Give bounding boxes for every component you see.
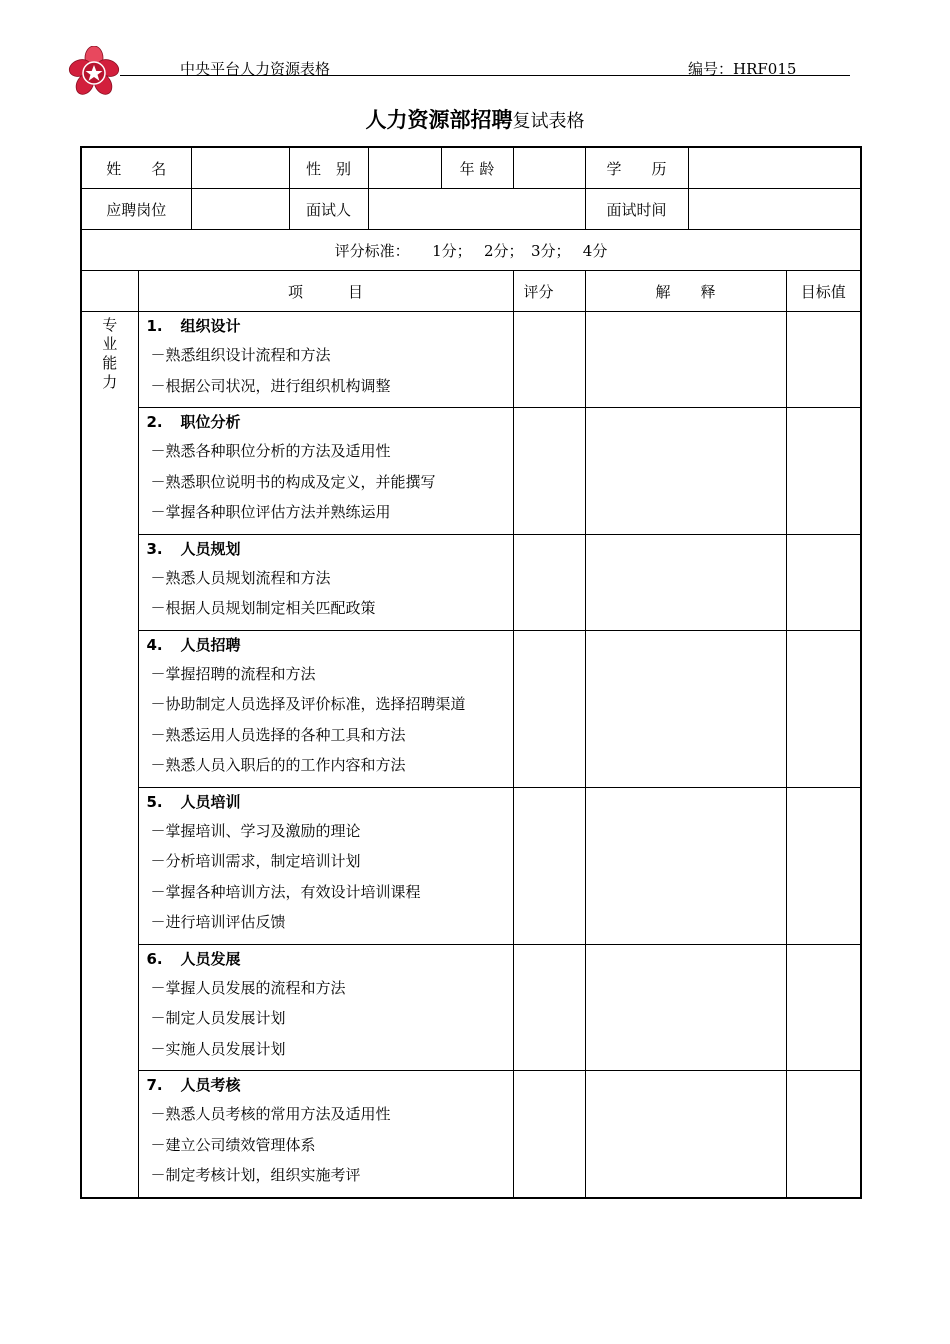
section-item-cell — [138, 534, 513, 630]
section-row — [81, 408, 861, 535]
section-subitem: －分析培训需求，制定培训计划 — [150, 852, 361, 870]
name-label: 姓 名 — [81, 147, 191, 189]
section-row — [81, 1071, 861, 1198]
section-title: 3. 人员规划 — [146, 539, 241, 558]
interview-form-table — [80, 146, 862, 1199]
col-header-target: 目标值 — [786, 271, 861, 312]
name-input[interactable] — [191, 147, 289, 189]
score-cell[interactable] — [513, 312, 585, 408]
explain-cell[interactable] — [585, 312, 786, 408]
score-cell[interactable] — [513, 630, 585, 787]
explain-cell[interactable] — [585, 408, 786, 535]
education-input[interactable] — [688, 147, 861, 189]
section-title: 6. 人员发展 — [146, 949, 241, 968]
section-title: 5. 人员培训 — [146, 792, 241, 811]
score-cell[interactable] — [513, 534, 585, 630]
interviewer-label: 面试人 — [289, 189, 368, 230]
gender-input[interactable] — [368, 147, 441, 189]
section-title: 1. 组织设计 — [146, 317, 241, 335]
section-subitem: －熟悉人员考核的常用方法及适用性 — [150, 1105, 391, 1123]
section-subitem: －进行培训评估反馈 — [150, 913, 286, 931]
header-divider — [120, 75, 850, 76]
section-subitem: －熟悉运用人员选择的各种工具和方法 — [150, 725, 406, 744]
title-bold-part: 人力资源部招聘 — [365, 108, 513, 132]
section-row — [81, 944, 861, 1071]
section-subitem: －熟悉人员入职后的的工作内容和方法 — [150, 756, 406, 774]
section-item-cell — [138, 630, 513, 787]
section-subitem: －掌握培训、学习及激励的理论 — [150, 821, 361, 840]
section-subitem: －建立公司绩效管理体系 — [150, 1135, 316, 1154]
target-cell[interactable] — [786, 787, 861, 944]
age-label: 年 龄 — [441, 147, 513, 189]
col-header-explain: 解 释 — [585, 271, 786, 312]
info-row-1 — [81, 147, 861, 189]
score-cell[interactable] — [513, 944, 585, 1071]
section-item-cell — [138, 944, 513, 1071]
target-cell[interactable] — [786, 1071, 861, 1198]
explain-cell[interactable] — [585, 944, 786, 1071]
section-item-cell — [138, 408, 513, 535]
section-row — [81, 630, 861, 787]
section-subitem: －掌握各种培训方法，有效设计培训课程 — [150, 882, 421, 901]
education-label: 学 历 — [585, 147, 688, 189]
target-cell[interactable] — [786, 408, 861, 535]
company-logo — [68, 46, 120, 98]
info-row-2 — [81, 189, 861, 230]
section-item-cell — [138, 787, 513, 944]
side-category-cell — [81, 312, 138, 1198]
section-subitem: －熟悉各种职位分析的方法及适用性 — [150, 442, 391, 460]
scoring-standard: 评分标准： 1分； 2分； 3分； 4分 — [81, 230, 861, 271]
explain-cell[interactable] — [585, 787, 786, 944]
explain-cell[interactable] — [585, 630, 786, 787]
col-header-item: 项 目 — [138, 271, 513, 312]
section-title: 4. 人员招聘 — [146, 635, 241, 654]
section-subitem: －掌握人员发展的流程和方法 — [150, 978, 346, 997]
header-platform-text: 中央平台人力资源表格 — [180, 60, 331, 78]
score-cell[interactable] — [513, 408, 585, 535]
section-row — [81, 312, 861, 408]
section-subitem: －根据人员规划制定相关匹配政策 — [150, 599, 376, 617]
target-cell[interactable] — [786, 312, 861, 408]
target-cell[interactable] — [786, 944, 861, 1071]
section-subitem: －协助制定人员选择及评价标准，选择招聘渠道 — [150, 695, 466, 713]
section-subitem: －掌握各种职位评估方法并熟练运用 — [150, 503, 391, 521]
col-header-score: 评分 — [513, 271, 585, 312]
gender-label: 性 别 — [289, 147, 368, 189]
section-subitem: －熟悉职位说明书的构成及定义，并能撰写 — [150, 472, 436, 491]
section-row — [81, 787, 861, 944]
section-row — [81, 534, 861, 630]
interview-time-input[interactable] — [688, 189, 861, 230]
target-cell[interactable] — [786, 630, 861, 787]
section-subitem: －熟悉组织设计流程和方法 — [150, 346, 331, 364]
scoring-standard-row — [81, 230, 861, 271]
position-label: 应聘岗位 — [81, 189, 191, 230]
position-input[interactable] — [191, 189, 289, 230]
section-subitem: －实施人员发展计划 — [150, 1039, 286, 1058]
side-header-blank — [81, 271, 138, 312]
section-subitem: －根据公司状况，进行组织机构调整 — [150, 376, 391, 395]
age-input[interactable] — [513, 147, 585, 189]
section-subitem: －熟悉人员规划流程和方法 — [150, 568, 331, 587]
section-item-cell — [138, 312, 513, 408]
header-form-code: 编号：HRF015 — [688, 60, 797, 78]
interview-time-label: 面试时间 — [585, 189, 688, 230]
section-subitem: －掌握招聘的流程和方法 — [150, 664, 316, 683]
title-normal-part: 复试表格 — [512, 111, 585, 132]
interviewer-input[interactable] — [368, 189, 585, 230]
explain-cell[interactable] — [585, 1071, 786, 1198]
page-title — [0, 104, 950, 134]
score-cell[interactable] — [513, 787, 585, 944]
section-subitem: －制定人员发展计划 — [150, 1009, 286, 1027]
column-header-row — [81, 271, 861, 312]
red-star-logo-icon — [68, 46, 120, 98]
section-subitem: －制定考核计划，组织实施考评 — [150, 1166, 361, 1184]
target-cell[interactable] — [786, 534, 861, 630]
section-item-cell — [138, 1071, 513, 1198]
section-title: 7. 人员考核 — [146, 1076, 241, 1094]
explain-cell[interactable] — [585, 534, 786, 630]
section-title: 2. 职位分析 — [146, 413, 241, 431]
score-cell[interactable] — [513, 1071, 585, 1198]
side-category-label: 专业能力 — [102, 316, 118, 391]
